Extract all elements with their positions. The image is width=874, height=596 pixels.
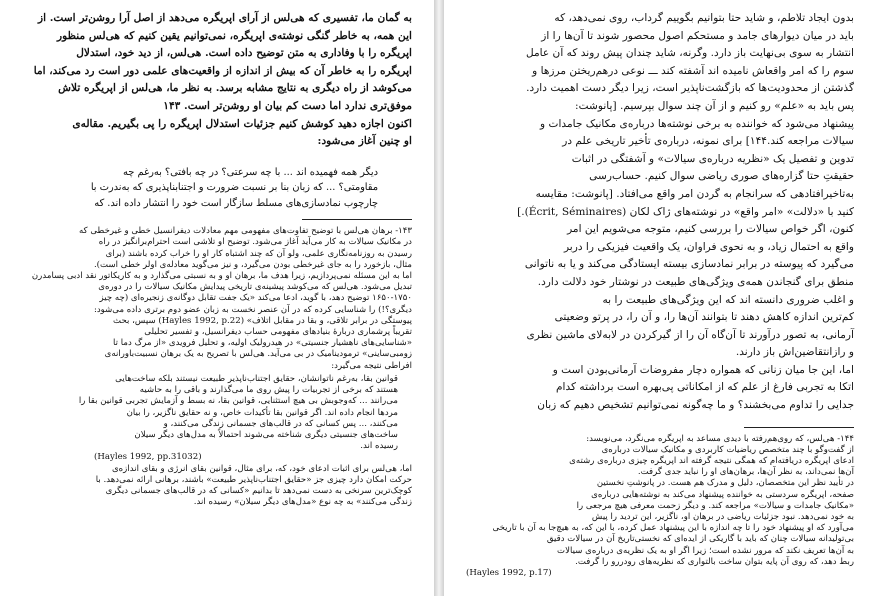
left-block-quote: دیگر همه فهمیده اند ... با چه سرعتی؟ در چه بافتی؟ به‌رغم چه مقاومتی؟ ... که زبان بنا بر نسبت ضرورت و اجتنابناپذیری که به‌ندرت با چارچوب نمادسازی‌های مسلط سازگار است خود را انتشار داده اند. که [90, 166, 378, 209]
right-body-paragraph-1: بدون ایجاد تلاطم، و شاید حتا بتوانیم بگوییم گرداب، روی نمی‌دهد، که باید در میان دیوارهای جامد و مستحکم اصول محصور شوند تا آن‌ها را از انتشار به سوی بی‌نهایت باز دارد. وگرنه، شاید چندان پیش روند که آن عامل سوم را که امر واقعاش نامیده اند آشفته کند ـــ نوعی درهم‌ریختن مرزها و گذشتن از محدودیت‌ها که بازگشت‌ناپذیر است، زیرا دیگر دست اهمیت دارد. [525, 12, 854, 95]
right-body-paragraph-3: اما، این جا میان زنانی که همواره دچار مفروضات آرمانی‌بودن است و اتکا به تجربی فارغ از علم که از امکاناتی پی‌بهره است برداشته کدام جدایی را تداوم می‌بخشند؟ و ما چه‌گونه نمی‌توانیم تشخیص دهیم که زبان [537, 363, 854, 412]
left-footnote-quote: قوانین بقا، به‌رغم ناتوانشان، حقایق اجتناب‌ناپذیر طبیعت نیستند بلکه ساخت‌هایی هستند که برخی از تجربیات را پیش روی ما می‌گذارند و باقی را به حاشیه می‌رانند ... که‌وجوبش بی هیچ استثنایی، قوانین بقا، نه بسط و آزمایش تجربی قوانین بقا را مردها انجام داده اند. اگر قوانین بقا تأکیدات خاص، و نه حقایق ناگزیر، را بیان می‌کنند، ... پس کسانی که در قالب‌های جسمانی زندگی می‌کنند، و ساخت‌های جنسیتی دیگری شناخته می‌شوند احتمالاً به مدل‌های دیگر سیلان رسیده اند. [78, 373, 398, 452]
right-body-paragraph-2: پس باید به «علم» رو کنیم و از آن چند سوال بپرسیم. [پانوشت: پیشنهاد می‌شود که خواننده به برخی نوشته‌ها درباره‌ی مکانیک جامدات و سیالات مراجعه کند.۱۴۴] برای نمونه، درباره‌ی تأخیر تاریخی علم در تدوین و تفصیل یک «نظریه درباره‌ی سیالات» و آشفتگی در اثبات حقیقتِ حتا گزاره‌های صوری ریاضی سوال کنیم. حساب‌رسی به‌تاخیرافتادهی که سرانجام به گردن امر واقع می‌افتاد. [پانوشت: مقایسه کنید با «دلالت» «امر واقع» در نوشته‌های ژاک لکان (Écrit, Séminaires).] کنون، اگر خواص سیالات را بررسی کنیم، متوجه می‌شویم این امر واقع به احتمال زیاد، و به نحوی فراوان، یک واقعیت فیزیکی را دربر می‌گیرد که پیوسته در برابر نمادسازی بیسته ایستادگی می‌کند و یا به ناتوانی منطق برای گنجاندن همه‌ی ویژگی‌های طبیعت در نوشتار خود دلالت دارد. و اغلب ضروری دانسته اند که این ویژگی‌های طبیعت را به کم‌ترین اندازه کاهش دهند تا بتوانند آن‌ها را، و آن را، در پرتو وضعیتی آرمانی، به تصور درآورند تا آن‌گاه آن را از گیرکردن در لابه‌لای ماشین نظری و رازانتقاضین‌اش باز دارند. [517, 99, 854, 359]
footnote-divider [744, 427, 854, 428]
right-footnote-citation: (Hayles 1992, p.17) [466, 568, 552, 579]
footnote-divider [302, 219, 412, 220]
right-page [444, 0, 874, 596]
left-footnote-143: ۱۴۳- برهان هی‌لس با توضیح تفاوت‌های مفهومی مهم معادلات دیفرانسیل خطی و غیرخطی که در مکانیک سیالات به کار می‌آید آغاز می‌شود. توضیح او تلاشی است احترام‌برانگیز در راه رسیدن به روزنامه‌نگاری علمی، ولو آن که چند اشتباه کار او را خراب کرده باشند (برای مثال، بازخورد را به جای غیرخطی بودن می‌گیرد، و نیز می‌گوید معادله‌ی اولر خطی است). اما به این مسئله نمی‌پردازیم، زیرا هدف ما، برهان او و به نسبتی می‌گذارد و به کاریکاتور نقد ادبی پسامدرن تبدیل می‌شود. هی‌لس که می‌کوشد پیشینه‌ی تاریخی پیدایش مکانیک سیالات را در دوره‌ی ۱۶۵۰-۱۷۵۰ توضیح دهد، با گوید، ادعا می‌کند «یک جفت تقابل دوگانه‌ی زنجیره‌ای (چه چیز دیگری؟!) را شناسایی کرده که در آن عنصر نخست به زبان عضو دوم برتری داده می‌شود: پیوستگی در برابر تلاقی، و بقا در مقابل اتلاف» (Hayles 1992, p.22) سپس، بحث تقریباً پرشماری دربارهٔ بنیادهای مفهومی حساب دیفرانسیل، و تفسیر تحلیلی «شناسایی‌های ناهشیار جنسیتی» در هیدرولیک اولیه، و تحلیل فرویدی «از مرگ دما تا زومبی‌ساینی» ترمودینامیک در بی می‌آید. هی‌لس با تصریح به یک برهان نسبیت‌باورانه‌ی افراطی نتیجه می‌گیرد: [31, 226, 412, 371]
left-body-paragraph-2: اکنون اجازه دهید کوشش کنیم جزئیات استدلال اپریگره را پی بگیریم. مقاله‌ی او چنین آغاز می‌شود: [72, 117, 412, 148]
left-page [0, 0, 434, 596]
book-gutter [434, 0, 444, 596]
left-footnote-tail: اما، هی‌لس برای اثبات ادعای خود، که، برای مثال، قوانین بقای انرژی و بقای اندازه‌ی حرکت امکان دارد چیزی جز «حقایق اجتناب‌ناپذیر طبیعت» باشند، برهانی ارائه نمی‌دهد. با کوچک‌ترین سرنخی به دست نمی‌دهد تا بدانیم «کسانی که در قالب‌های جسمانی دیگری زندگی می‌کنند» به چه نوع «مدل‌های دیگر سیلان» رسیده اند. [95, 463, 412, 508]
right-footnote-144: ۱۴۴- هی‌لس، که روی‌هم‌رفته با دیدی مساعد به اپریگره می‌نگرد، می‌نویسد: از گفت‌وگو با چند متخصص ریاضیات کاربردی و مکانیک سیالات درباره‌ی ادعای اپریگره دریافته‌ام که همگی نتیجه گرفته اند اپریگره چیزی درباره‌ی رشته‌ی آن‌ها نمی‌داند، به نظر آن‌ها، برهان‌های او را نباید جدی گرفت. در تأیید نظر این متخصصان، دلیل و مدرک هم هست. در پانوشتِ نخستین صفحه، اپریگره سردستی به خواننده پیشنهاد می‌کند به نوشته‌هایی درباره‌ی «مکانیک جامدات و سیالات» مراجعه کند. و دیگر زحمت معرفی هیچ مرجعی را به خود نمی‌دهد. نبود جزئیات ریاضی در برهان او، ناگزیر، این تردید را پیش می‌آورد که او پیشنهاد خود را تا چه اندازه با این پیشنهاد عمل کرده، با این که، به هیچ‌جا به آن با تاریخی بی‌تولیدانه سیالات چنان که باید با گاریکی از ایده‌ای که نخستی‌تاریخ آن در سیالات دقیق به ‌آن‌ها تعریف نکند که مرور نشده است؛ زیرا اگر او به یک نظریه‌ی درباره‌ی سیالات ربط دهد، که روی آن پایه بتوان ساخت بالتواری که نظریه‌های رودررو را گرفت. [492, 433, 854, 567]
left-footnote-citation: (Hayles 1992, pp.31032) [94, 452, 202, 463]
left-body-paragraph-1: به گمان ما، تفسیری که هی‌لس از آرای اپریگره می‌دهد از اصل آرا روشن‌تر است. از این همه، به خاطر گنگی نوشته‌ی اپریگره، نمی‌توانیم یقین کنیم که هی‌لس منظور اپریگره را با وفاداری به متن توضیح داده است. هی‌لس، از دید خود، استدلال اپریگره را به خاطر آن که بیش از اندازه از واقعیت‌های علمی دور است رد می‌کند، اما می‌کوشد از راه دیگری به نتایج مشابه برسد. به نظر ما، هی‌لس از اپریگره تلاش موفق‌تری ندارد اما دست کم بیان او روشن‌تر است. ۱۴۳ [33, 12, 412, 112]
